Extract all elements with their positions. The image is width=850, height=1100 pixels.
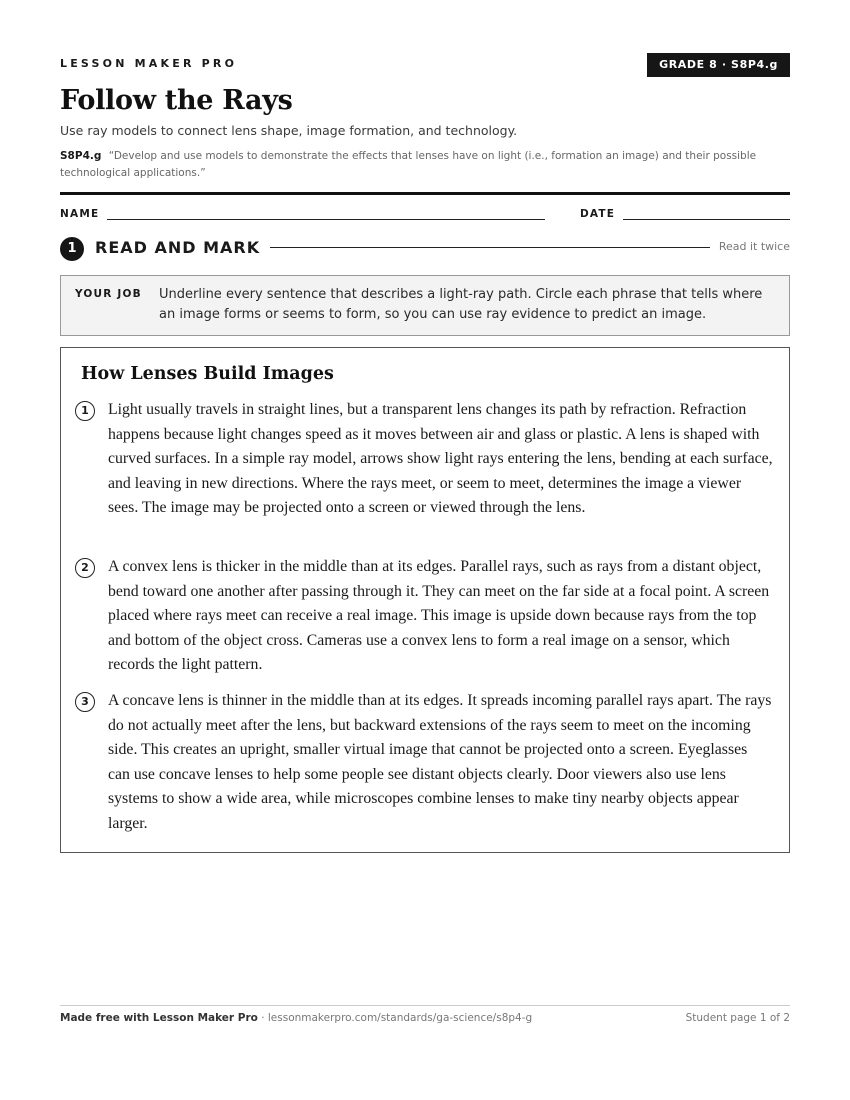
brand-name: LESSON MAKER PRO (60, 57, 238, 70)
section-rule (270, 247, 710, 248)
footer-separator: · (257, 1012, 268, 1024)
reading-passage (60, 347, 790, 853)
header-divider (60, 192, 790, 195)
worksheet-page (60, 0, 790, 1100)
name-field[interactable] (107, 219, 545, 220)
footer-url[interactable]: lessonmakerpro.com/standards/ga-science/s8p4-g (267, 1012, 533, 1024)
footer-credit (60, 1012, 532, 1024)
page-subtitle: Use ray models to connect lens shape, image formation, and technology. (60, 123, 518, 138)
reading-title: How Lenses Build Images (81, 364, 334, 384)
section-note: Read it twice (718, 240, 790, 253)
standard-text: “Develop and use models to demonstrate the effects that lenses have on light (i.e., formation an image) and their possible technological applications.” (60, 150, 757, 179)
job-instructions-box (60, 275, 790, 336)
footer-divider (60, 1005, 790, 1006)
job-text: Underline every sentence that describes a light-ray path. Circle each phrase that tells where an image forms or seems to form, so you can use ray evidence to predict an image. (159, 287, 763, 322)
footer-page-number: Student page 1 of 2 (685, 1012, 790, 1024)
grade-badge: GRADE 8 · S8P4.g (647, 53, 790, 77)
paragraph-3: A concave lens is thinner in the middle than at its edges. It spreads incoming parallel rays apart. The rays do not actually meet after the lens, but backward extensions of the rays seem to meet on the incoming side. This creates an upright, smaller virtual image that cannot be projected onto a screen. Eyeglasses can use concave lenses to help some people see distant objects clearly. Door viewers also use lens systems to show a wide area, while microscopes combine lenses to make tiny nearby objects appear larger. (108, 692, 772, 832)
footer-made-with: Made free with Lesson Maker Pro (60, 1012, 258, 1024)
paragraph-number-1: 1 (75, 401, 95, 421)
date-label: DATE (580, 208, 616, 220)
standard-code: S8P4.g (60, 150, 102, 162)
name-label: NAME (60, 208, 100, 220)
standard-statement (60, 148, 790, 182)
section-number-badge: 1 (60, 237, 84, 261)
job-label: YOUR JOB (75, 288, 142, 300)
date-field[interactable] (623, 219, 790, 220)
paragraph-number-2: 2 (75, 558, 95, 578)
paragraph-1: Light usually travels in straight lines, but a transparent lens changes its path by refraction. Refraction happens because light changes speed as it moves between air and glass or plastic. A lens is shaped with curved surfaces. In a simple ray model, arrows show light rays entering the lens, bending at each surface, and leaving in new directions. Where the rays meet, or seem to meet, determines the image a viewer sees. The image may be projected onto a screen or viewed through the lens. (108, 401, 773, 517)
section-title: READ AND MARK (95, 238, 261, 257)
paragraph-2: A convex lens is thicker in the middle than at its edges. Parallel rays, such as rays from a distant object, bend toward one another after passing through it. They can meet on the far side at a focal point. A screen placed where rays meet can receive a real image. This image is upside down because rays from the top and bottom of the object cross. Cameras use a convex lens to form a real image on a sensor, which records the light pattern. (108, 558, 770, 674)
page-title: Follow the Rays (60, 85, 293, 116)
paragraph-number-3: 3 (75, 692, 95, 712)
